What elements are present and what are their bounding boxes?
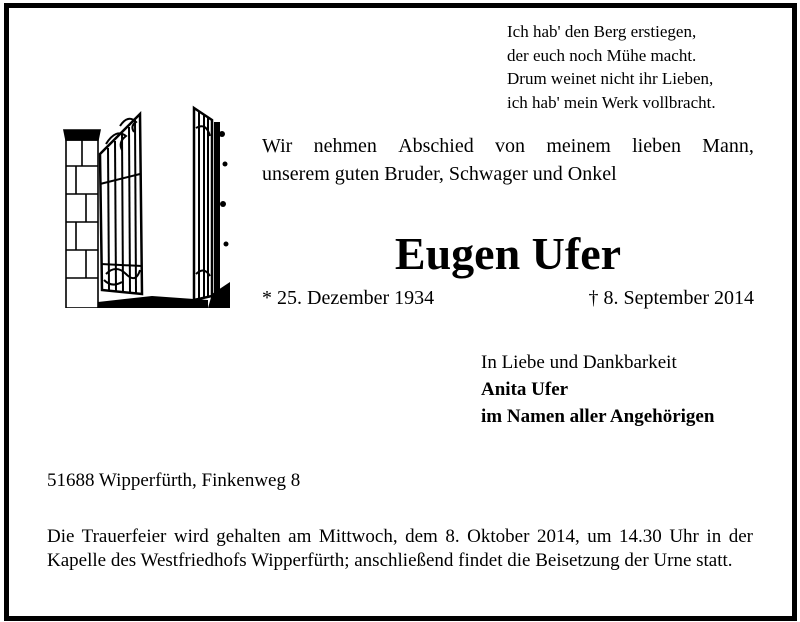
gate-leaf-right	[194, 108, 212, 300]
stone-pillar-left	[64, 130, 100, 308]
address: 51688 Wipperfürth, Finkenweg 8	[47, 470, 301, 491]
closing-signature	[481, 349, 771, 430]
poem-line: ich hab' mein Werk vollbracht.	[507, 92, 716, 112]
signer-name: Anita Ufer	[481, 379, 569, 400]
death-date: † 8. September 2014	[588, 287, 754, 309]
intro-word: Mann,	[702, 135, 754, 157]
ground	[98, 296, 208, 308]
signer-note: im Namen aller Angehörigen	[481, 406, 715, 427]
intro-word: von	[495, 135, 526, 157]
closing-line: In Liebe und Dankbarkeit	[481, 352, 677, 373]
life-dates	[262, 285, 754, 311]
funeral-notice: Die Trauerfeier wird gehalten am Mittwoch, dem 8. Oktober 2014, um 14.30 Uhr in der Kapelle des Westfriedhofs Wipperfürth; anschließend findet die Beisetzung der Urne statt.	[47, 526, 753, 571]
intro-word: Wir	[262, 135, 293, 157]
birth-date: * 25. Dezember 1934	[262, 287, 435, 309]
intro-word: Abschied	[398, 135, 474, 157]
poem-line: Ich hab' den Berg erstiegen,	[507, 22, 697, 41]
poem-line: der euch noch Mühe macht.	[507, 45, 697, 65]
intro-word: nehmen	[313, 135, 377, 157]
intro-line-2: unserem guten Bruder, Schwager und Onkel	[262, 163, 617, 185]
intro-line-1	[262, 132, 754, 160]
intro-word: meinem	[546, 135, 611, 157]
poem-line: Drum weinet nicht ihr Lieben,	[507, 69, 714, 88]
poem-verse	[507, 20, 767, 114]
open-gate-icon	[62, 104, 230, 308]
intro-word: lieben	[632, 135, 681, 157]
farewell-intro	[262, 132, 754, 188]
deceased-name: Eugen Ufer	[394, 228, 622, 279]
gate-leaf-left	[100, 114, 142, 294]
